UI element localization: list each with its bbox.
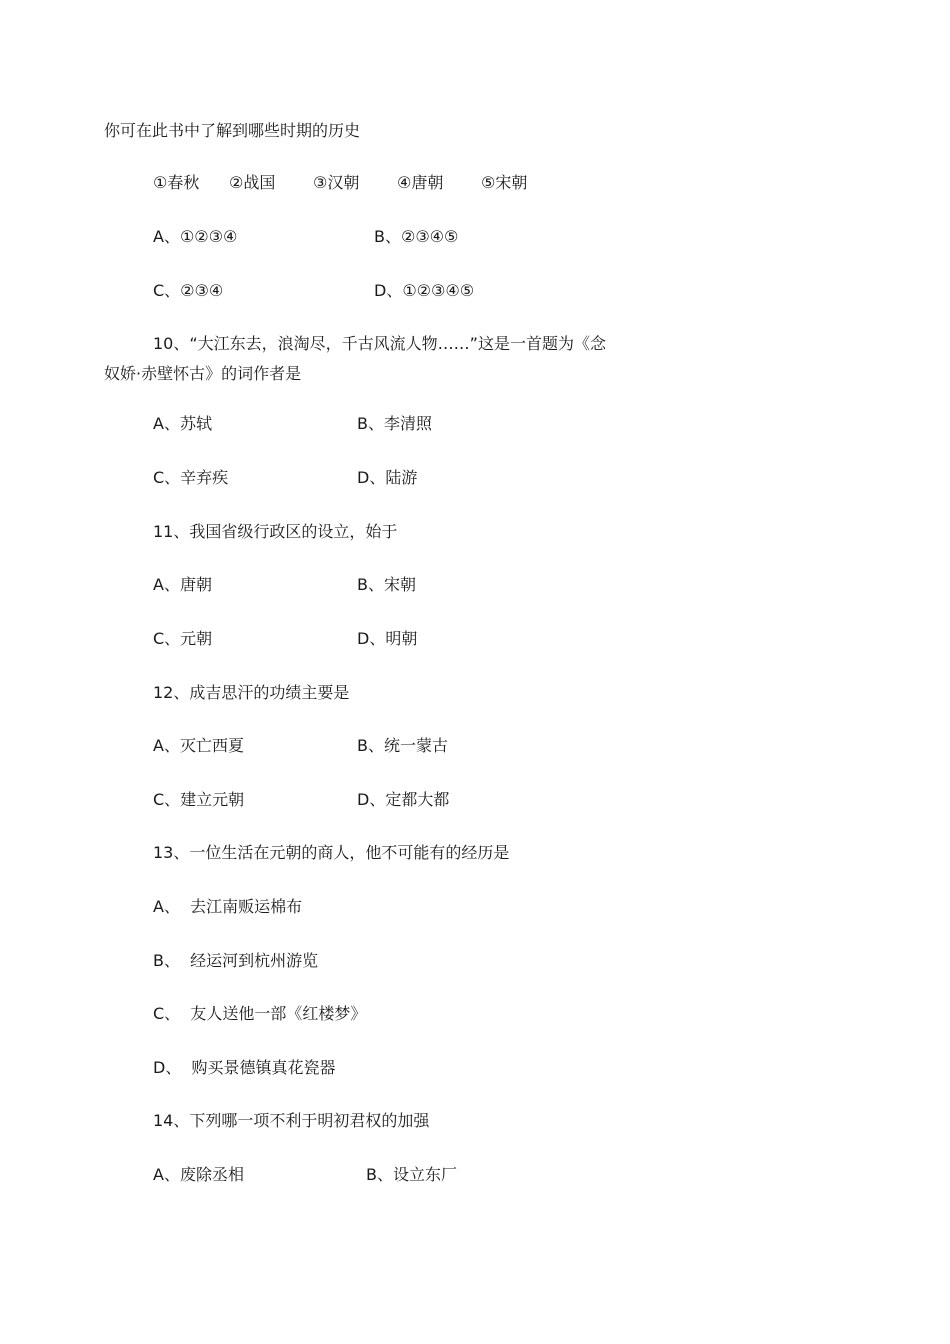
q10-stem-line1: 10、“大江东去，浪淘尽，千古风流人物……”这是一首题为《念	[153, 334, 606, 353]
period-item-1: ①春秋	[153, 173, 200, 192]
q11-option-a: A、唐朝	[153, 575, 212, 594]
q12-option-a: A、灭亡西夏	[153, 736, 244, 755]
q12-option-c: C、建立元朝	[153, 790, 245, 809]
q12-option-d: D、定都大都	[357, 790, 450, 809]
q11-stem: 11、我国省级行政区的设立，始于	[153, 522, 398, 541]
q10-option-d: D、陆游	[357, 468, 418, 487]
q13-option-a: A、 去江南贩运棉布	[153, 897, 303, 916]
period-item-2: ②战国	[229, 173, 276, 192]
q9-option-a: A、①②③④	[153, 227, 238, 246]
q9-option-d: D、①②③④⑤	[374, 281, 475, 300]
q13-stem: 13、一位生活在元朝的商人，他不可能有的经历是	[153, 843, 510, 862]
q11-option-d: D、明朝	[357, 629, 418, 648]
q10-option-c: C、辛弃疾	[153, 468, 229, 487]
q12-stem: 12、成吉思汗的功绩主要是	[153, 683, 350, 702]
q13-option-c: C、 友人送他一部《红楼梦》	[153, 1004, 367, 1023]
q14-option-b: B、设立东厂	[366, 1165, 457, 1184]
intro-line: 你可在此书中了解到哪些时期的历史	[104, 121, 361, 140]
q9-option-c: C、②③④	[153, 281, 224, 300]
q10-option-a: A、苏轼	[153, 414, 212, 433]
q14-stem: 14、下列哪一项不利于明初君权的加强	[153, 1111, 430, 1130]
q11-option-b: B、宋朝	[357, 575, 416, 594]
period-item-5: ⑤宋朝	[481, 173, 528, 192]
q14-option-a: A、废除丞相	[153, 1165, 244, 1184]
q11-option-c: C、元朝	[153, 629, 213, 648]
q12-option-b: B、统一蒙古	[357, 736, 448, 755]
q13-option-d: D、 购买景德镇真花瓷器	[153, 1058, 336, 1077]
period-item-3: ③汉朝	[313, 173, 360, 192]
period-item-4: ④唐朝	[397, 173, 444, 192]
q10-stem-line2: 奴娇·赤壁怀古》的词作者是	[104, 364, 302, 383]
q9-option-b: B、②③④⑤	[374, 227, 459, 246]
q10-option-b: B、李清照	[357, 414, 432, 433]
q13-option-b: B、 经运河到杭州游览	[153, 951, 319, 970]
